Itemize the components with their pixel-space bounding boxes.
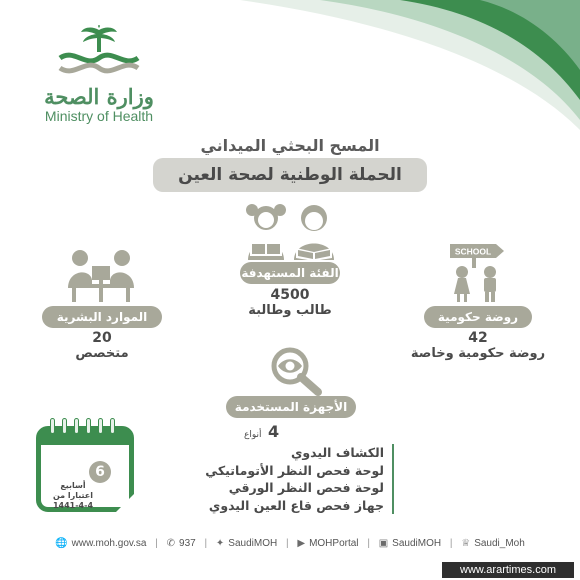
magnifier-eye-icon (268, 346, 324, 396)
footer-youtube[interactable]: ▶ MOHPortal (297, 538, 359, 549)
page-subtitle: المسح البحثي الميداني (200, 136, 380, 155)
page-title: الحملة الوطنية لصحة العين (153, 158, 427, 192)
target-group-desc: طالب وطالبة (248, 303, 332, 318)
specialists-meeting-icon (66, 244, 136, 302)
kindergarten-number: 42 (468, 330, 488, 346)
globe-icon: 🌐 (55, 538, 68, 549)
devices-count: 4 (268, 422, 280, 441)
logo-arabic-text: وزارة الصحة (44, 84, 154, 109)
kindergarten-label: روضة حكومية (424, 306, 532, 328)
list-item: لوحة فحص النظر الأتوماتيكي (205, 462, 384, 478)
calendar-duration-badge (36, 418, 134, 512)
phone-icon: ✆ (166, 538, 176, 549)
human-resources-desc: متخصص (75, 346, 129, 361)
school-sign-kids-icon (444, 244, 510, 302)
snapchat-icon: ♕ (461, 538, 471, 549)
start-date: 1441-4-4 (52, 501, 94, 510)
target-group-number: 4500 (270, 287, 310, 303)
footer-instagram[interactable]: ▣ SaudiMOH (378, 538, 442, 549)
calendar-icon (36, 426, 134, 512)
list-item: لوحة فحص النظر الورقي (228, 480, 384, 495)
footer-snapchat[interactable]: ♕ Saudi_Moh (461, 538, 525, 549)
kindergarten-desc: روضة حكومية وخاصة (410, 346, 546, 361)
footer-twitter[interactable]: ✦ SaudiMOH (215, 538, 278, 549)
instagram-icon: ▣ (378, 538, 389, 549)
target-group-label: الفئة المستهدفة (240, 262, 340, 284)
human-resources-label: الموارد البشرية (42, 306, 162, 328)
moh-logo (24, 24, 174, 124)
weeks-label: أسابيع (60, 481, 86, 490)
devices-list (150, 444, 394, 514)
footer-website[interactable]: 🌐 www.moh.gov.sa (55, 538, 147, 549)
twitter-icon: ✦ (215, 538, 225, 549)
moh-palm-emblem-icon (54, 24, 144, 82)
school-sign-text: SCHOOL (454, 246, 492, 257)
devices-label: الأجهزة المستخدمة (226, 396, 356, 418)
human-resources-number: 20 (92, 330, 112, 346)
start-label: اعتبارا من (52, 491, 94, 500)
site-watermark: www.arartimes.com (442, 562, 574, 578)
devices-count-label: أنواع (244, 430, 262, 440)
list-item: الكشاف اليدوي (290, 445, 384, 460)
header-swoosh-decoration (180, 0, 580, 130)
list-item: جهاز فحص قاع العين اليدوي (208, 497, 384, 513)
youtube-icon: ▶ (297, 538, 306, 549)
logo-english-text: Ministry of Health (44, 108, 154, 124)
weeks-number: 6 (89, 461, 111, 483)
students-reading-icon (240, 200, 342, 262)
footer-contacts: 🌐 www.moh.gov.sa | ✆ 937 | ✦ SaudiMOH | ▶ MOHPortal | ▣ SaudiMOH | ♕ Saudi_Moh (55, 538, 525, 549)
footer-phone[interactable]: ✆ 937 (166, 538, 196, 549)
